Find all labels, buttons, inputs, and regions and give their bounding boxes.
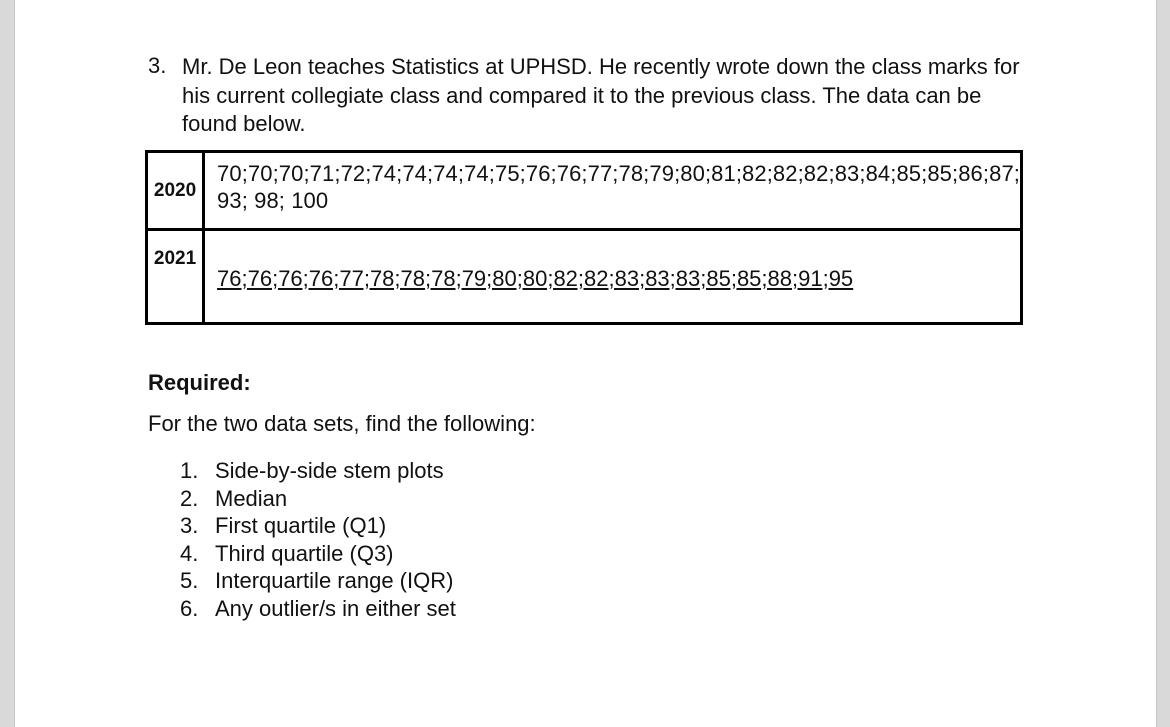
question-text: Mr. De Leon teaches Statistics at UPHSD. He recently wrote down the class marks for his current collegiate class and compared it to the previous class. The data can be found below. (182, 54, 1020, 136)
marks-cell: 70;70;70;71;72;74;74;74;74;75;76;76;77;78;79;80;81;82;82;82;83;84;85;85;86;87; 93; 98; 100 (204, 152, 1022, 230)
year-cell: 2020 (147, 152, 204, 230)
item-text: Third quartile (Q3) (215, 540, 394, 566)
class-marks-table (145, 150, 1023, 325)
item-text: Interquartile range (IQR) (215, 568, 454, 594)
item-number: 4. (180, 540, 199, 566)
required-heading: Required: (148, 370, 251, 395)
item-text: First quartile (Q1) (215, 513, 387, 539)
document-page (14, 0, 1157, 727)
list-item (180, 540, 456, 568)
item-number: 5. (180, 568, 199, 594)
task-list (180, 457, 456, 623)
list-item (180, 485, 456, 513)
item-number: 2. (180, 485, 199, 511)
marks-text: 76;76;76;76;77;78;78;78;79;80;80;82;82;83;83;83;85;85;88;91;95 (217, 266, 854, 291)
item-text: Side-by-side stem plots (215, 458, 444, 483)
list-item (180, 567, 456, 595)
question-number: 3. (148, 53, 167, 78)
item-number: 1. (180, 458, 199, 483)
item-text: Any outlier/s in either set (215, 595, 456, 621)
required-intro: For the two data sets, find the following: (148, 411, 536, 436)
list-item (180, 512, 456, 540)
item-number: 3. (180, 513, 199, 539)
item-text: Median (215, 485, 288, 511)
year-cell: 2021 (147, 230, 204, 324)
list-item (180, 595, 456, 623)
table-row (147, 152, 1022, 230)
item-number: 6. (180, 595, 199, 621)
marks-cell (204, 230, 1022, 324)
list-item (180, 457, 456, 485)
table-row (147, 230, 1022, 324)
